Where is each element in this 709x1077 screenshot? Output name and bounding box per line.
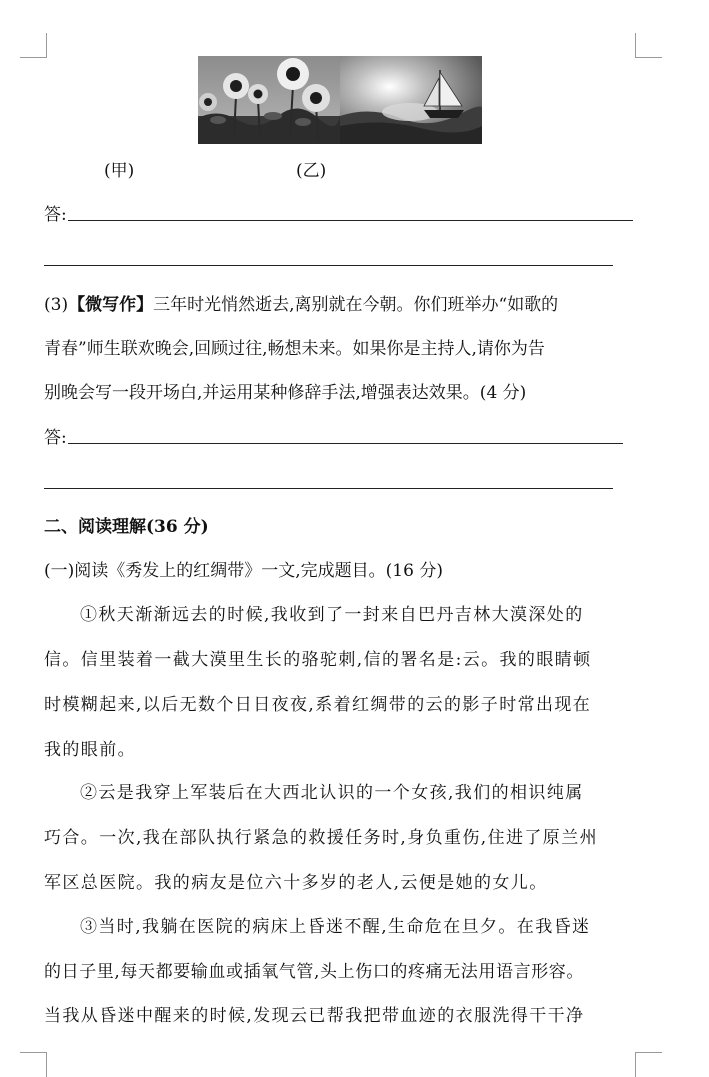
corner-mark-bottom-right [635, 1052, 662, 1077]
passage-line: ③当时,我躺在医院的病床上昏迷不醒,生命危在旦夕。在我昏迷 [80, 917, 591, 937]
corner-mark-top-right [635, 33, 662, 58]
passage-line: 的日子里,每天都要输血或插氧气管,头上伤口的疼痛无法用语言形容。 [44, 962, 585, 982]
corner-mark-bottom-left [20, 1052, 47, 1077]
passage-line: 我的眼前。 [44, 740, 136, 760]
answer-label: 答: [44, 428, 67, 448]
question-text: 三年时光悄然逝去,离别就在今朝。你们班举办“如歌的 [153, 295, 559, 315]
section-subheading: (一)阅读《秀发上的红绸带》一文,完成题目。(16 分) [44, 561, 443, 581]
passage-line: ①秋天渐渐远去的时候,我收到了一封来自巴丹吉林大漠深处的 [80, 605, 584, 625]
passage-line: 时模糊起来,以后无数个日日夜夜,系着红绸带的云的影子时常出现在 [44, 695, 592, 715]
question-3-line: 别晚会写一段开场白,并运用某种修辞手法,增强表达效果。(4 分) [44, 383, 527, 403]
sunflower-picture [198, 56, 340, 144]
answer-line[interactable] [68, 220, 633, 221]
passage-line: ②云是我穿上军装后在大西北认识的一个女孩,我们的相识纯属 [80, 783, 584, 803]
corner-mark-top-left [20, 33, 47, 58]
answer-label: 答: [44, 205, 67, 225]
question-3-line [44, 290, 652, 315]
question-tag: 【微写作】 [68, 295, 154, 315]
question-3-line: 青春”师生联欢晚会,回顾过往,畅想未来。如果你是主持人,请你为告 [44, 339, 545, 359]
figure-caption-a: (甲) [104, 161, 135, 181]
passage-line: 军区总医院。我的病友是位六十多岁的老人,云便是她的女儿。 [44, 873, 548, 893]
question-number: (3) [44, 295, 69, 315]
passage-line: 当我从昏迷中醒来的时候,发现云已帮我把带血迹的衣服洗得干干净 [44, 1006, 585, 1026]
answer-line[interactable] [68, 443, 623, 444]
answer-line[interactable] [44, 265, 613, 266]
sailboat-picture [340, 56, 482, 144]
passage-line: 信。信里装着一截大漠里生长的骆驼刺,信的署名是:云。我的眼睛顿 [44, 650, 592, 670]
section-heading: 二、阅读理解(36 分) [44, 517, 209, 537]
passage-line: 巧合。一次,我在部队执行紧急的救援任务时,身负重伤,住进了原兰州 [44, 828, 599, 848]
figure-caption-b: (乙) [296, 161, 327, 181]
answer-line[interactable] [44, 488, 613, 489]
